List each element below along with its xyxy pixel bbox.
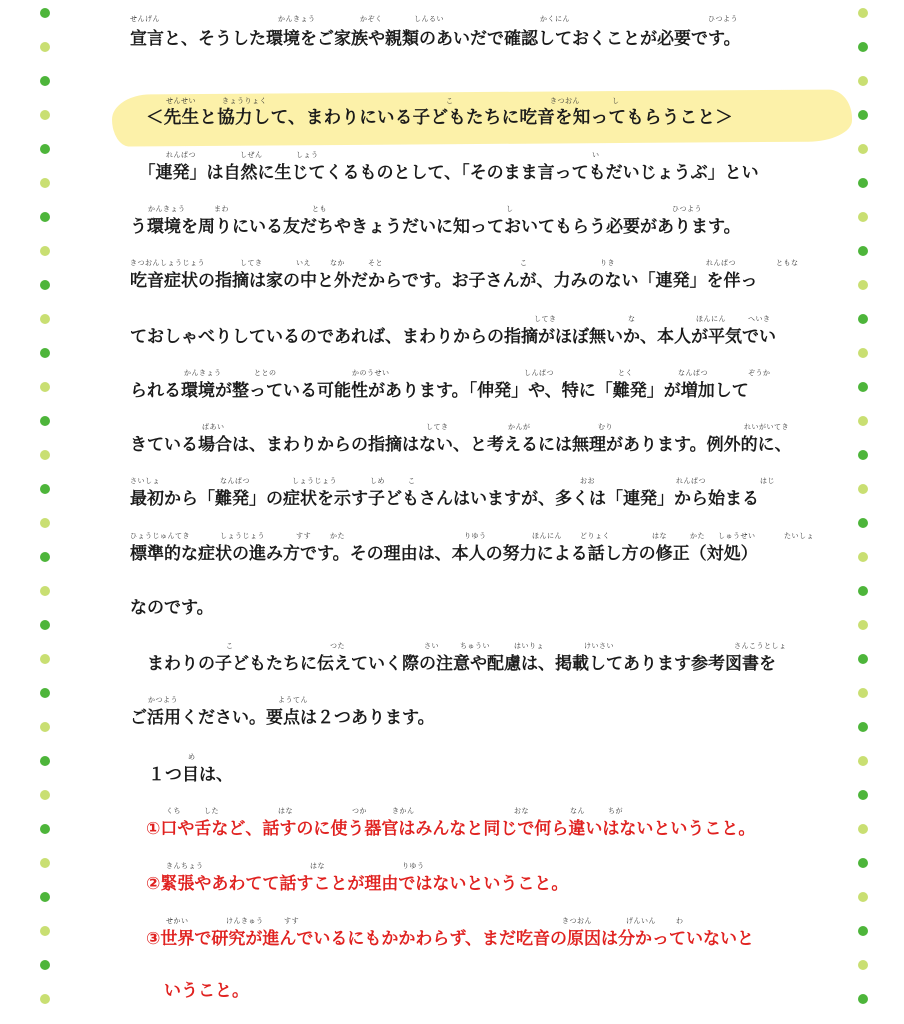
left-dot-border — [40, 0, 52, 1024]
furigana: はな — [278, 807, 293, 815]
right-dot-border — [858, 0, 870, 1024]
border-dot — [40, 926, 50, 936]
furigana: れんぱつ — [676, 477, 706, 485]
border-dot — [40, 314, 50, 324]
furigana: ととの — [254, 369, 277, 377]
border-dot — [858, 450, 868, 460]
furigana: しめ — [370, 477, 385, 485]
furigana: すす — [284, 917, 300, 925]
furigana: なか — [330, 259, 345, 267]
furigana: たいしょ — [784, 532, 814, 540]
furigana: ぞうか — [748, 369, 771, 377]
section-heading: ＜先生と協力して、まわりにいる子どもたちに吃音を知ってもらうこと＞ — [146, 108, 734, 128]
border-dot — [40, 722, 50, 732]
text-line: ておしゃべりしているのであれば、まわりからの指摘がほぼ無いか、本人が平気でい — [130, 327, 776, 347]
furigana: してき — [240, 259, 263, 267]
border-dot — [858, 892, 868, 902]
furigana: さんこうとしょ — [734, 642, 787, 650]
furigana: おな — [514, 807, 529, 815]
furigana: とも — [312, 205, 327, 213]
border-dot — [858, 484, 868, 494]
text-line: 「連発」は自然に生じてくるものとして、「そのまま言ってもだいじょうぶ」とい — [130, 163, 759, 183]
furigana: ひょうじゅんてき — [130, 532, 190, 540]
border-dot — [40, 8, 50, 18]
furigana: ちゅうい — [460, 642, 490, 650]
furigana: ひつよう — [708, 15, 738, 23]
border-dot — [40, 450, 50, 460]
border-dot — [40, 144, 50, 154]
furigana: なんぱつ — [220, 477, 250, 485]
text-line: まわりの子どもたちに伝えていく際の注意や配慮は、掲載してあります参考図書を — [130, 654, 776, 674]
furigana: しんるい — [414, 15, 444, 23]
border-dot — [858, 586, 868, 596]
furigana: れんぱつ — [706, 259, 736, 267]
border-dot — [40, 518, 50, 528]
border-dot — [40, 654, 50, 664]
border-dot — [858, 416, 868, 426]
border-dot — [40, 484, 50, 494]
furigana: ひつよう — [672, 205, 702, 213]
furigana: つか — [352, 807, 367, 815]
furigana: とく — [618, 369, 633, 377]
text-line: う環境を周りにいる友だちやきょうだいに知っておいてもらう必要があります。 — [130, 217, 741, 237]
furigana: きかん — [392, 807, 415, 815]
furigana: つた — [330, 642, 345, 650]
border-dot — [40, 42, 50, 52]
border-dot — [858, 756, 868, 766]
border-dot — [858, 212, 868, 222]
border-dot — [40, 960, 50, 970]
text-line: 標準的な症状の進み方です。その理由は、本人の努力による話し方の修正（対処） — [130, 544, 758, 564]
furigana: こ — [446, 97, 454, 105]
furigana: め — [188, 753, 196, 761]
furigana: くち — [166, 807, 181, 815]
furigana: ばあい — [202, 423, 225, 431]
border-dot — [40, 110, 50, 120]
border-dot — [858, 144, 868, 154]
furigana: せかい — [166, 917, 189, 925]
border-dot — [858, 620, 868, 630]
furigana: りき — [600, 259, 615, 267]
furigana: しょう — [296, 151, 319, 159]
border-dot — [40, 994, 50, 1004]
text-line: 最初から「難発」の症状を示す子どもさんはいますが、多くは「連発」から始まる — [130, 489, 759, 509]
furigana: きつおん — [562, 917, 592, 925]
furigana: きょうりょく — [222, 97, 267, 105]
border-dot — [858, 688, 868, 698]
border-dot — [40, 688, 50, 698]
border-dot — [858, 178, 868, 188]
border-dot — [858, 722, 868, 732]
furigana: かんきょう — [278, 15, 316, 23]
border-dot — [40, 178, 50, 188]
furigana: し — [612, 97, 620, 105]
border-dot — [40, 756, 50, 766]
furigana: どりょく — [580, 532, 610, 540]
furigana: へいき — [748, 315, 771, 323]
furigana: げんいん — [626, 917, 656, 925]
furigana: こ — [408, 477, 416, 485]
border-dot — [40, 416, 50, 426]
border-dot — [858, 382, 868, 392]
border-dot — [858, 518, 868, 528]
furigana: まわ — [214, 205, 229, 213]
furigana: せんげん — [130, 15, 160, 23]
furigana: かんが — [508, 423, 531, 431]
border-dot — [40, 212, 50, 222]
text-line: なのです。 — [130, 598, 214, 618]
furigana: しょうじょう — [220, 532, 265, 540]
border-dot — [858, 790, 868, 800]
furigana: なん — [570, 807, 585, 815]
furigana: りゆう — [464, 532, 487, 540]
furigana: けんきゅう — [226, 917, 264, 925]
furigana: しぜん — [240, 151, 263, 159]
border-dot — [40, 892, 50, 902]
furigana: むり — [598, 423, 613, 431]
text-line: られる環境が整っている可能性があります。「伸発」や、特に「難発」が増加して — [130, 381, 749, 401]
furigana: かた — [690, 532, 705, 540]
furigana: してき — [426, 423, 449, 431]
border-dot — [858, 314, 868, 324]
text-line: 吃音症状の指摘は家の中と外だからです。お子さんが、力みのない「連発」を伴っ — [130, 271, 758, 291]
border-dot — [40, 790, 50, 800]
furigana: こ — [520, 259, 528, 267]
furigana: ようてん — [278, 696, 308, 704]
furigana: けいさい — [584, 642, 614, 650]
furigana: ちが — [608, 807, 623, 815]
border-dot — [40, 348, 50, 358]
furigana: かくにん — [540, 15, 570, 23]
border-dot — [40, 858, 50, 868]
border-dot — [858, 42, 868, 52]
furigana: さい — [424, 642, 439, 650]
border-dot — [858, 654, 868, 664]
furigana: れいがいてき — [744, 423, 789, 431]
border-dot — [40, 824, 50, 834]
furigana: はな — [652, 532, 667, 540]
border-dot — [858, 926, 868, 936]
text-line: きている場合は、まわりからの指摘はない、と考えるには無理があります。例外的に、 — [130, 435, 792, 455]
furigana: ほんにん — [532, 532, 562, 540]
border-dot — [858, 552, 868, 562]
furigana: おお — [580, 477, 595, 485]
furigana: かんきょう — [184, 369, 222, 377]
furigana: そと — [368, 259, 383, 267]
border-dot — [40, 76, 50, 86]
border-dot — [858, 76, 868, 86]
furigana: さいしょ — [130, 477, 160, 485]
furigana: きつおん — [550, 97, 580, 105]
furigana: ほんにん — [696, 315, 726, 323]
border-dot — [858, 858, 868, 868]
furigana: しんぱつ — [524, 369, 554, 377]
furigana: かぞく — [360, 15, 383, 23]
furigana: しゅうせい — [718, 532, 756, 540]
furigana: きんちょう — [166, 862, 204, 870]
border-dot — [858, 280, 868, 290]
border-dot — [40, 382, 50, 392]
furigana: はいりょ — [514, 642, 544, 650]
furigana: こ — [226, 642, 234, 650]
text-line: １つ目は、 — [148, 765, 233, 785]
furigana: れんぱつ — [166, 151, 196, 159]
furigana: な — [628, 315, 636, 323]
furigana: しょうじょう — [292, 477, 337, 485]
border-dot — [858, 960, 868, 970]
furigana: いえ — [296, 259, 311, 267]
border-dot — [40, 246, 50, 256]
furigana: してき — [534, 315, 557, 323]
border-dot — [858, 246, 868, 256]
border-dot — [40, 620, 50, 630]
point-3-continued: いうこと。 — [164, 981, 249, 1001]
border-dot — [40, 280, 50, 290]
furigana: かんきょう — [148, 205, 186, 213]
furigana: い — [592, 151, 600, 159]
point-2: ②緊張やあわてて話すことが理由ではないということ。 — [146, 874, 569, 894]
furigana: ともな — [776, 259, 799, 267]
furigana: はじ — [760, 477, 775, 485]
furigana: すす — [296, 532, 312, 540]
point-3: ③世界で研究が進んでいるにもかかわらず、まだ吃音の原因は分かっていないと — [146, 929, 755, 949]
furigana: かた — [330, 532, 345, 540]
furigana: した — [204, 807, 219, 815]
furigana: せんせい — [166, 97, 196, 105]
furigana: きつおんしょうじょう — [130, 259, 205, 267]
furigana: りゆう — [402, 862, 425, 870]
furigana: はな — [310, 862, 325, 870]
border-dot — [40, 552, 50, 562]
furigana: かのうせい — [352, 369, 390, 377]
furigana: なんぱつ — [678, 369, 708, 377]
border-dot — [858, 824, 868, 834]
furigana: かつよう — [148, 696, 178, 704]
point-1: ①口や舌など、話すのに使う器官はみんなと同じで何ら違いはないということ。 — [146, 819, 756, 839]
furigana: わ — [676, 917, 684, 925]
border-dot — [858, 8, 868, 18]
border-dot — [858, 348, 868, 358]
text-line: ご活用ください。要点は２つあります。 — [130, 708, 435, 728]
furigana: し — [506, 205, 514, 213]
border-dot — [858, 110, 868, 120]
border-dot — [40, 586, 50, 596]
text-line: 宣言と、そうした環境をご家族や親類のあいだで確認しておくことが必要です。 — [130, 29, 741, 49]
